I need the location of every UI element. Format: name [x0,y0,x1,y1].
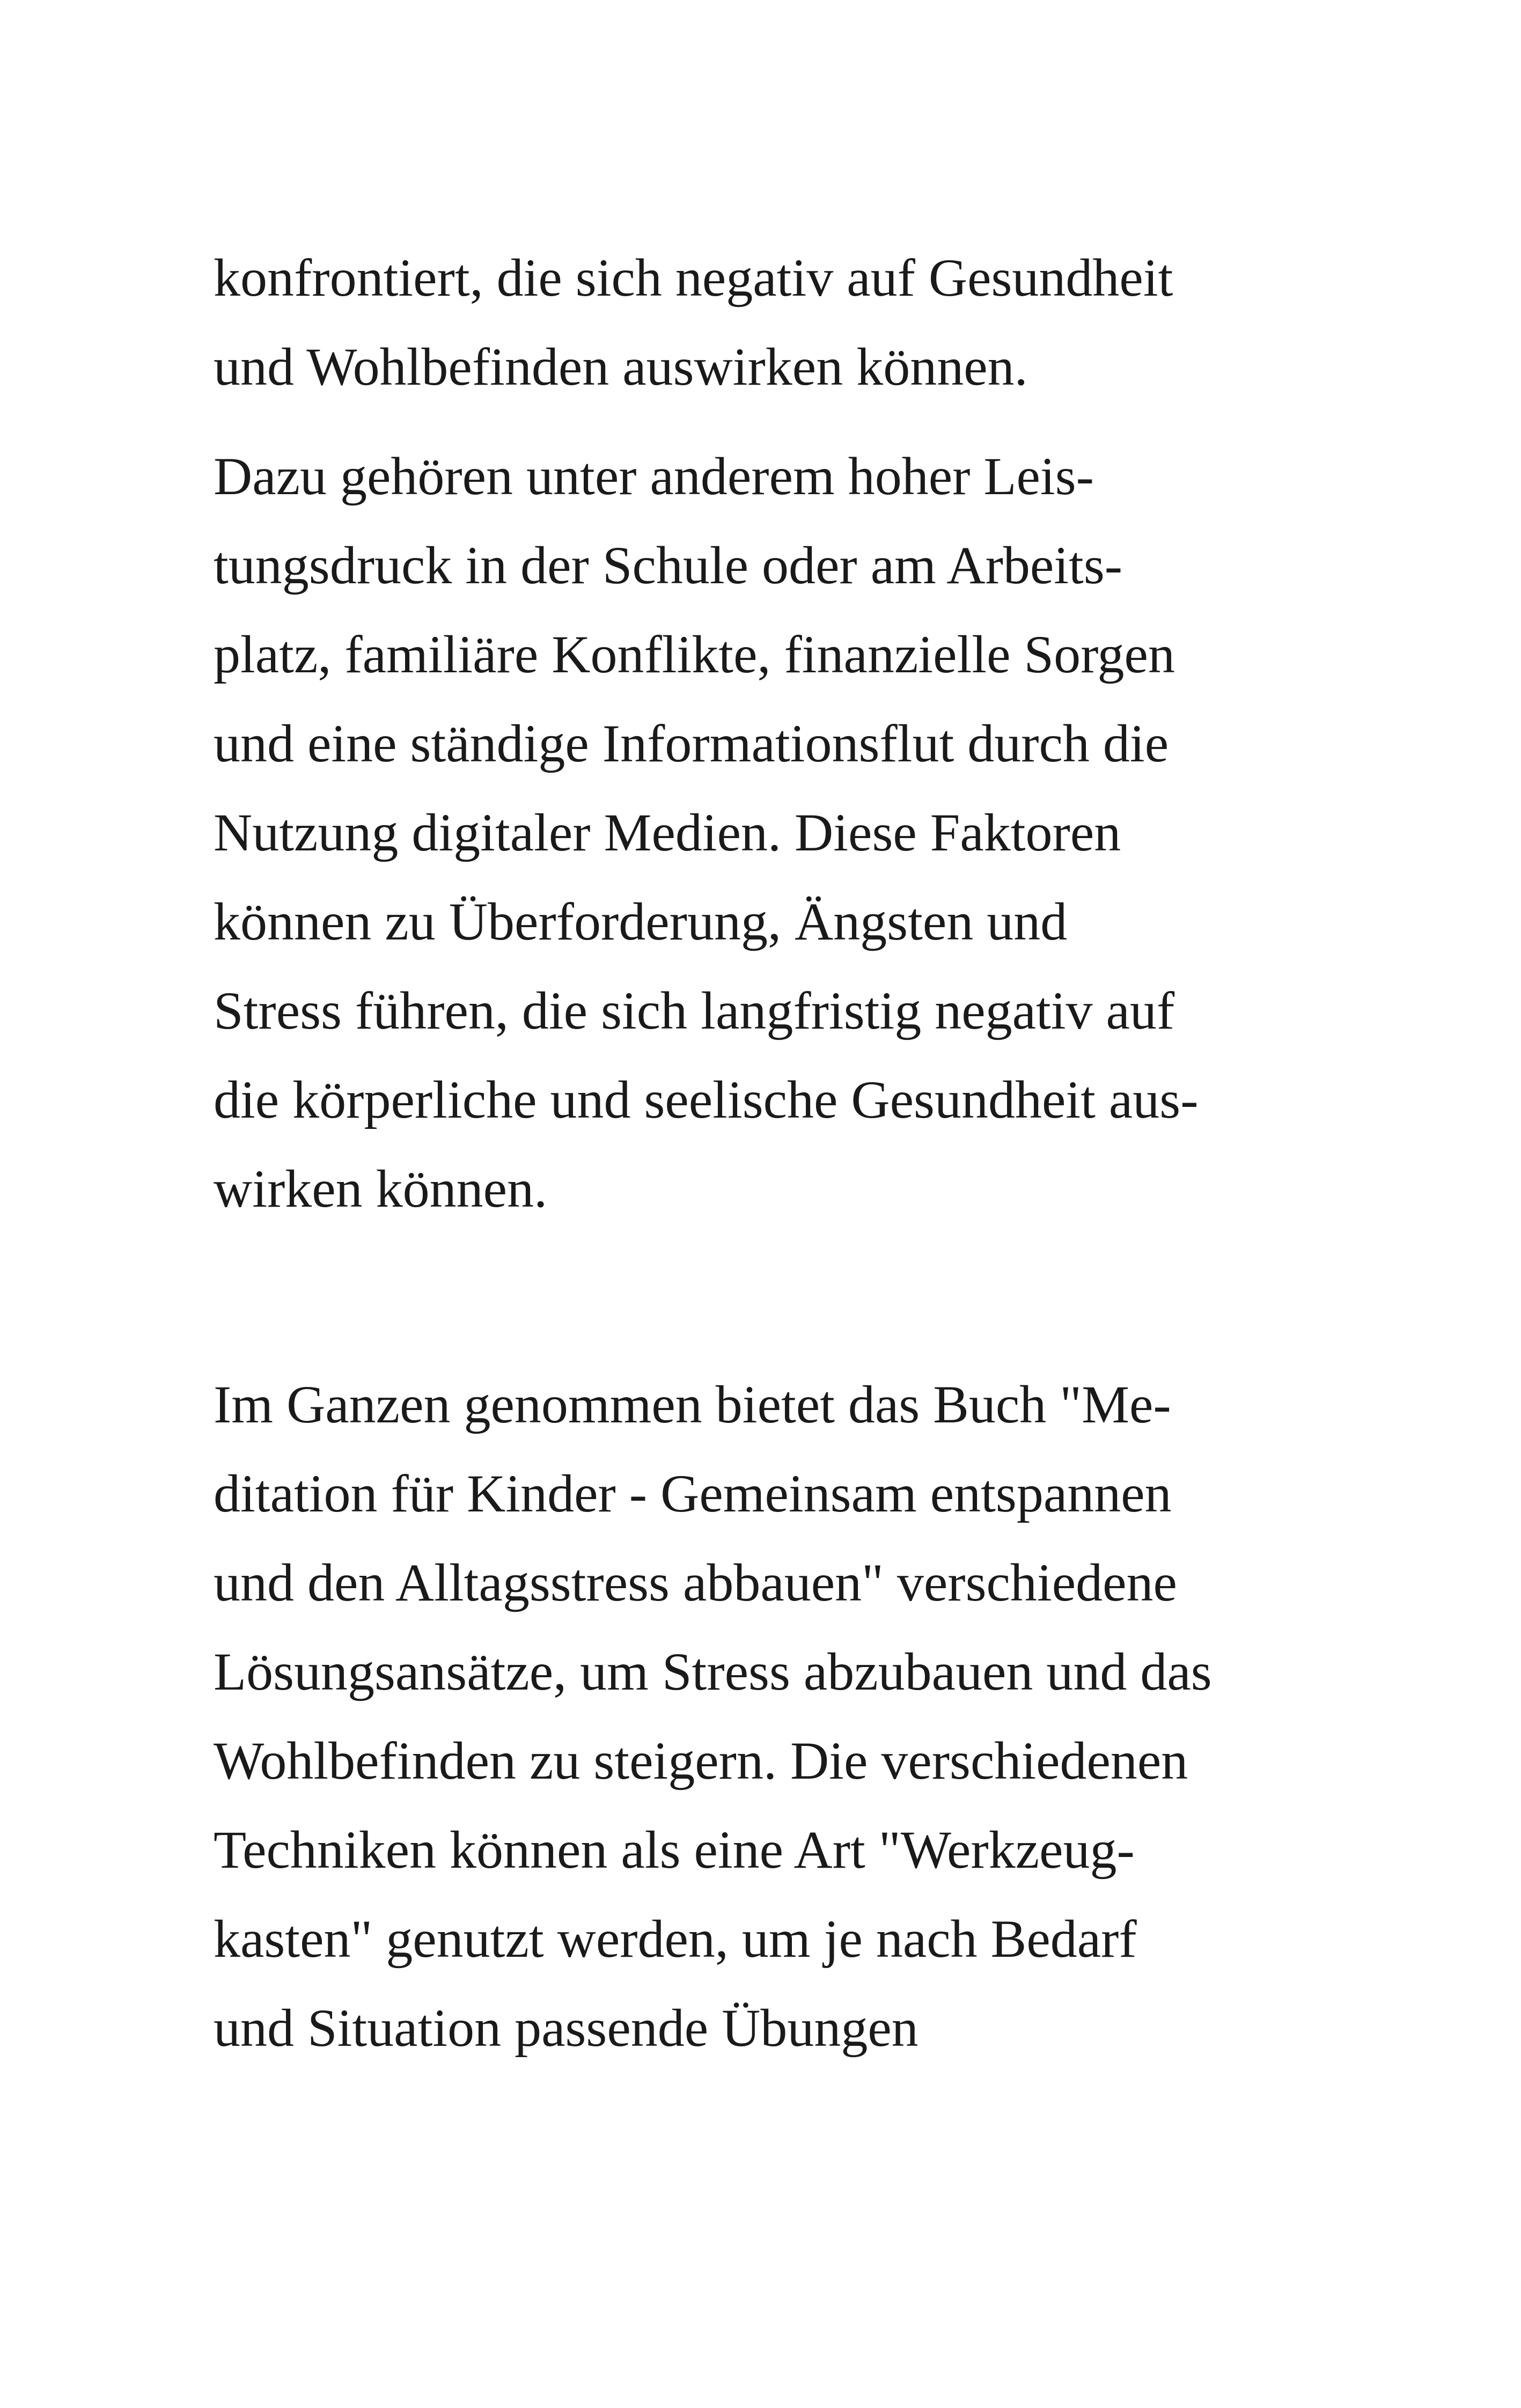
text-line: kasten" genutzt werden, um je nach Bedarf [214,1909,1137,1969]
text-line: konfrontiert, die sich negativ auf Gesundheit [214,248,1173,307]
text-line: platz, familiäre Konflikte, finanzielle Sorgen [214,625,1175,684]
paragraph-continuation [214,233,1340,412]
paragraph-stress-factors [214,432,1340,1234]
text-line: Wohlbefinden zu steigern. Die verschiedenen [214,1731,1188,1790]
text-line: und den Alltagsstress abbauen" verschiedene [214,1553,1177,1612]
text-line: und Wohlbefinden auswirken können. [214,337,1028,397]
text-line: und Situation passende Übungen [214,1998,919,2058]
text-line: die körperliche und seelische Gesundheit aus- [214,1070,1199,1129]
text-line: können zu Überforderung, Ängsten und [214,892,1068,951]
text-line: tungsdruck in der Schule oder am Arbeits- [214,535,1123,595]
text-line: Im Ganzen genommen bietet das Buch "Me- [214,1375,1171,1434]
text-line: Stress führen, die sich langfristig negativ auf [214,981,1175,1040]
text-line: wirken können. [214,1159,548,1218]
text-line: und eine ständige Informationsflut durch die [214,714,1169,773]
text-line: Lösungsansätze, um Stress abzubauen und das [214,1642,1212,1701]
text-line: ditation für Kinder - Gemeinsam entspannen [214,1464,1172,1523]
paragraph-summary [214,1360,1340,2073]
text-line: Nutzung digitaler Medien. Diese Faktoren [214,803,1121,862]
text-line: Dazu gehören unter anderem hoher Leis- [214,446,1094,506]
text-line: Techniken können als eine Art "Werkzeug- [214,1820,1135,1880]
